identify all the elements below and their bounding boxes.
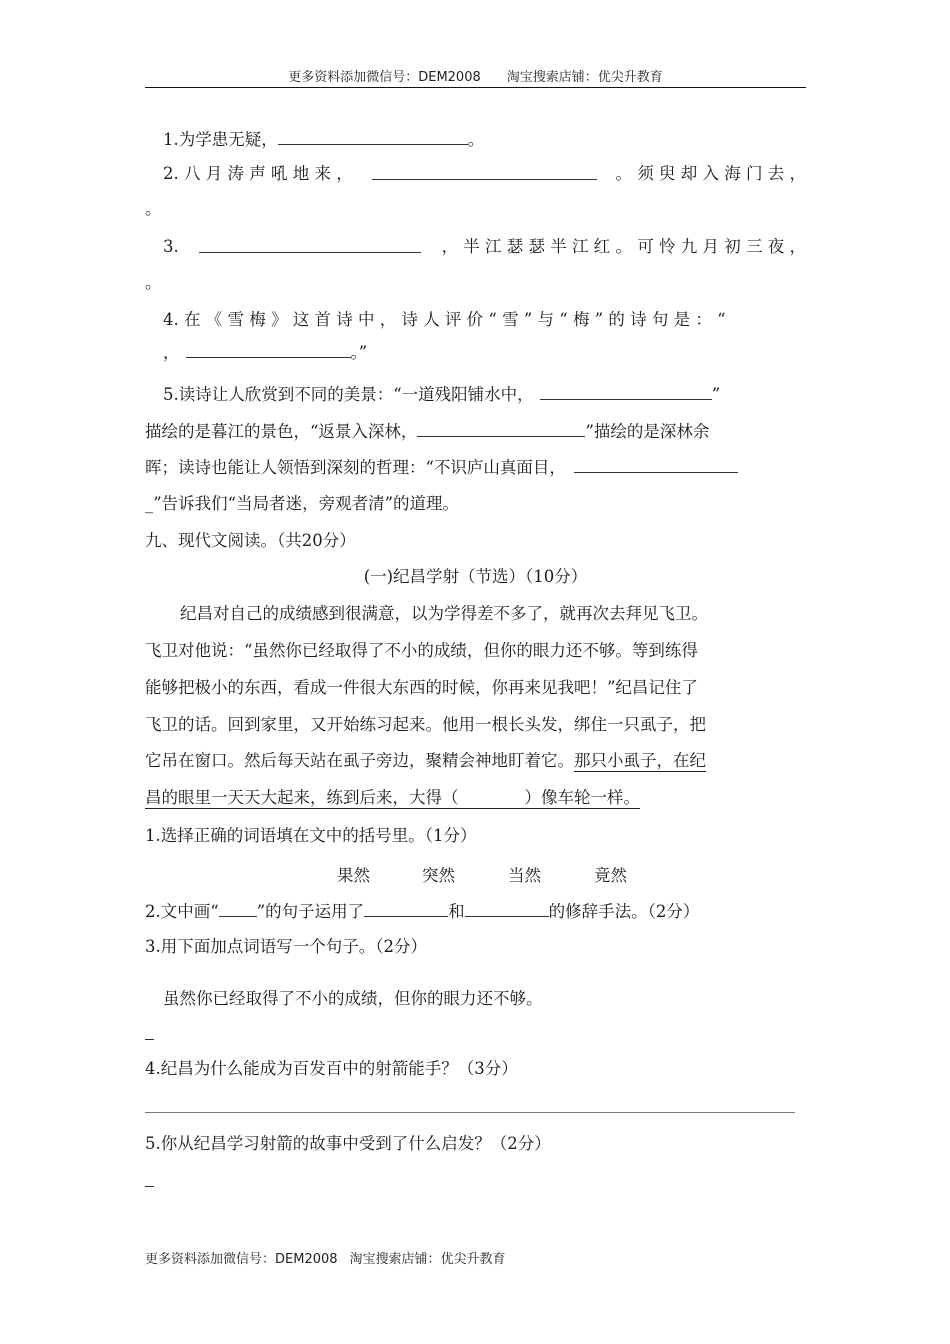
passage-line-5: 它吊在窗口。然后每天站在虱子旁边，聚精会神地盯着它。那只小虱子，在纪 (145, 751, 706, 770)
fill-q4: 4. 在 《 雪 梅 》 这 首 诗 中 ， 诗 人 评 价 “ 雪 ” 与 “ 梅 ” 的 诗 句 是 ： “ (163, 310, 726, 329)
answer-line-q4[interactable] (145, 1112, 795, 1113)
passage-line-2: 飞卫对他说：“虽然你已经取得了不小的成绩，但你的眼力还不够。等到练得 (145, 641, 698, 660)
page-footer (145, 1248, 506, 1267)
fill-q3: 3. ， 半 江 瑟 瑟 半 江 红 。 可 怜 九 月 初 三 夜 ， (163, 237, 806, 256)
section-9-title: 九、现代文阅读。（共20分） (145, 531, 356, 550)
passage-line-3: 能够把极小的东西，看成一件很大东西的时候，你再来见我吧！”纪昌记住了 (145, 678, 698, 697)
fill-q2-end: 。 (145, 199, 162, 218)
passage-line-6 (145, 787, 640, 809)
header-rule (145, 87, 806, 88)
header-wechat-text: 更多资料添加微信号：DEM2008 (288, 70, 481, 85)
fill-q2: 2. 八 月 涛 声 吼 地 来 ， 。 须 臾 却 入 海 门 去 ， (163, 164, 806, 183)
passage-line-1: 纪昌对自己的成绩感到很满意，以为学得差不多了，就再次去拜见飞卫。 (180, 604, 708, 623)
answer-dash-q3[interactable] (145, 1039, 154, 1040)
choice-word-3: 当然 (508, 866, 541, 885)
fill-q1-blank[interactable] (278, 128, 468, 145)
reading-q2-blank-mark[interactable] (219, 900, 257, 917)
fill-q5-blank-1[interactable] (540, 383, 712, 400)
fill-q3-blank[interactable] (199, 236, 421, 253)
reading-q2: 2.文中画“ ”的句子运用了 和 的修辞手法。（2分） (145, 902, 700, 921)
fill-q4-line2: ， 。” (163, 343, 368, 362)
reading-q2-blank-2[interactable] (465, 900, 549, 917)
answer-dash-q5[interactable] (145, 1186, 154, 1187)
footer-shop-text: 淘宝搜索店铺：优尖升教育 (349, 1252, 506, 1267)
fill-q5-line2: 描绘的是暮江的景色，“返景入深林， ”描绘的是深林余 (145, 422, 710, 441)
fill-q3-end: 。 (145, 273, 162, 292)
choice-word-1: 果然 (337, 866, 370, 885)
fill-q1: 1.为学患无疑， 。 (163, 130, 485, 149)
page-header (145, 66, 806, 85)
passage-title: (一)纪昌学射（节选）（10分） (363, 567, 588, 586)
choice-word-4: 竟然 (594, 866, 627, 885)
reading-q1: 1.选择正确的词语填在文中的括号里。（1分） (145, 826, 477, 845)
reading-q3-sentence: 虽然你已经取得了不小的成绩，但你的眼力还不够。 (163, 989, 543, 1008)
header-shop-text: 淘宝搜索店铺：优尖升教育 (506, 70, 663, 85)
reading-q2-blank-1[interactable] (364, 900, 448, 917)
choice-word-2: 突然 (422, 866, 455, 885)
fill-q5-blank-2[interactable] (417, 420, 585, 437)
fill-q5-line3: 晖；读诗也能让人领悟到深刻的哲理：“不识庐山真面目， (145, 456, 738, 479)
fill-q5-blank-3[interactable] (574, 456, 738, 473)
underlined-sentence-part1: 那只小虱子，在纪 (574, 751, 706, 770)
fill-q5-line4: _”告诉我们“当局者迷，旁观者清”的道理。 (145, 494, 460, 513)
underlined-sentence-part2: 昌的眼里一天天大起来，练到后来，大得（ ）像车轮一样。 (145, 788, 640, 807)
fill-q4-blank[interactable] (186, 341, 351, 358)
footer-wechat-text: 更多资料添加微信号：DEM2008 (145, 1252, 338, 1267)
passage-line-4: 飞卫的话。回到家里，又开始练习起来。他用一根长头发，绑住一只虱子，把 (145, 715, 706, 734)
reading-q3: 3.用下面加点词语写一个句子。（2分） (145, 937, 427, 956)
reading-q5: 5.你从纪昌学习射箭的故事中受到了什么启发？（2分） (145, 1134, 551, 1153)
fill-q2-blank[interactable] (372, 163, 597, 180)
fill-q5: 5.读诗让人欣赏到不同的美景：“一道残阳铺水中， ” (163, 385, 721, 404)
reading-q4: 4.纪昌为什么能成为百发百中的射箭能手？（3分） (145, 1059, 518, 1078)
